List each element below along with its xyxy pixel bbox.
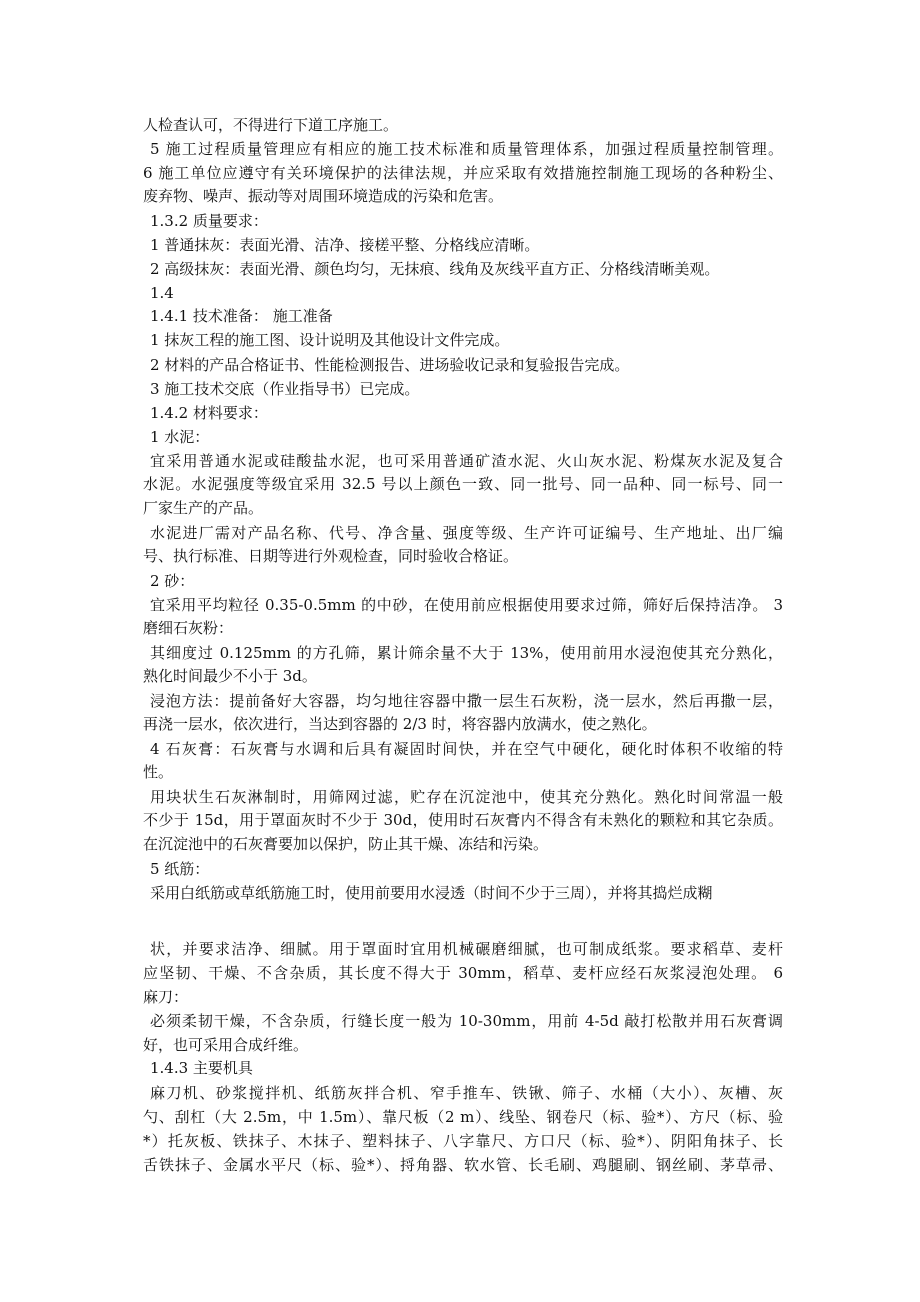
text-line: 3 施工技术交底（作业指导书）已完成。	[150, 380, 420, 398]
text-line: 熟化时间最少不小于 3d。	[143, 667, 317, 685]
text-line: 好，也可采用合成纤维。	[143, 1036, 309, 1054]
text-line: 宜采用普通水泥或硅酸盐水泥，也可采用普通矿渣水泥、火山灰水泥、粉煤灰水泥及复合	[150, 452, 783, 470]
text-line: 勺、刮杠（大 2.5m，中 1.5m）、靠尺板（2 m）、线坠、钢卷尺（标、验*）、方尺（标、验	[143, 1108, 783, 1126]
text-line: 其细度过 0.125mm 的方孔筛，累计筛余量不大于 13%，使用前用水浸泡使其充分熟化，	[150, 644, 783, 662]
text-line: 人检查认可，不得进行下道工序施工。	[143, 116, 399, 134]
text-line: 应坚韧、干燥、不含杂质，其长度不得大于 30mm，稻草、麦杆应经石灰浆浸泡处理。 6	[143, 964, 783, 982]
text-line: 再浇一层水，依次进行，当达到容器的 2/3 时，将容器内放满水，使之熟化。	[143, 715, 657, 733]
text-line: 状，并要求洁净、细腻。用于罩面时宜用机械碾磨细腻，也可制成纸浆。要求稻草、麦杆	[150, 940, 783, 958]
text-line: 舌铁抹子、金属水平尺（标、验*）、捋角器、软水管、长毛刷、鸡腿刷、钢丝刷、茅草帚、	[143, 1156, 783, 1174]
text-line: 号、执行标准、日期等进行外观检查，同时验收合格证。	[143, 547, 519, 565]
section-heading: 1.4.3 主要机具	[150, 1059, 253, 1077]
section-heading: 1.4.1 技术准备： 施工准备	[150, 307, 333, 325]
section-heading: 1.4.2 材料要求：	[150, 404, 268, 422]
text-line: 水泥。水泥强度等级宜采用 32.5 号以上颜色一致、同一批号、同一品种、同一标号、同一	[143, 475, 783, 493]
text-line: 麻刀：	[143, 988, 189, 1006]
section-heading: 1.4	[150, 284, 174, 302]
text-line: 宜采用平均粒径 0.35-0.5mm 的中砂，在使用前应根据使用要求过筛，筛好后保持洁净。 3	[150, 596, 783, 614]
text-line: 必须柔韧干燥，不含杂质，行缝长度一般为 10-30mm，用前 4-5d 敲打松散并用石灰膏调	[150, 1012, 783, 1030]
text-line: 水泥进厂需对产品名称、代号、净含量、强度等级、生产许可证编号、生产地址、出厂编	[150, 524, 783, 542]
text-line: 1 抹灰工程的施工图、设计说明及其他设计文件完成。	[150, 331, 510, 349]
text-line: 6 施工单位应遵守有关环境保护的法律法规，并应采取有效措施控制施工现场的各种粉尘、	[143, 164, 783, 182]
text-line: 采用白纸筋或草纸筋施工时，使用前要用水浸透（时间不少于三周），并将其捣烂成糊	[150, 884, 713, 902]
text-line: 1 普通抹灰：表面光滑、洁净、接槎平整、分格线应清晰。	[150, 236, 540, 254]
text-line: 浸泡方法：提前备好大容器，均匀地往容器中撒一层生石灰粉，浇一层水，然后再撒一层，	[150, 692, 783, 710]
text-line: 厂家生产的产品。	[143, 499, 264, 517]
text-line: 性。	[143, 763, 174, 781]
text-line: 4 石灰膏：石灰膏与水调和后具有凝固时间快，并在空气中硬化，硬化时体积不收缩的特	[150, 740, 783, 758]
text-line: 不少于 15d，用于罩面灰时不少于 30d，使用时石灰膏内不得含有未熟化的颗粒和其它杂质。	[143, 811, 783, 829]
text-line: 2 高级抹灰：表面光滑、颜色均匀，无抹痕、线角及灰线平直方正、分格线清晰美观。	[150, 260, 720, 278]
text-line: 麻刀机、砂浆搅拌机、纸筋灰拌合机、窄手推车、铁锹、筛子、水桶（大小）、灰槽、灰	[150, 1084, 783, 1102]
text-line: 5 纸筋：	[150, 860, 210, 878]
text-line: *）托灰板、铁抹子、木抹子、塑料抹子、八字靠尺、方口尺（标、验*）、阴阳角抹子、长	[143, 1132, 783, 1150]
text-line: 磨细石灰粉：	[143, 619, 234, 637]
section-heading: 1.3.2 质量要求：	[150, 212, 268, 230]
text-line: 2 材料的产品合格证书、性能检测报告、进场验收记录和复验报告完成。	[150, 356, 630, 374]
text-line: 废弃物、噪声、振动等对周围环境造成的污染和危害。	[143, 187, 504, 205]
text-line: 在沉淀池中的石灰膏要加以保护，防止其干燥、冻结和污染。	[143, 835, 549, 853]
text-line: 用块状生石灰淋制时，用筛网过滤，贮存在沉淀池中，使其充分熟化。熟化时间常温一般	[150, 788, 783, 806]
text-line: 2 砂：	[150, 572, 195, 590]
text-line: 5 施工过程质量管理应有相应的施工技术标准和质量管理体系，加强过程质量控制管理。	[150, 140, 783, 158]
text-line: 1 水泥：	[150, 428, 210, 446]
